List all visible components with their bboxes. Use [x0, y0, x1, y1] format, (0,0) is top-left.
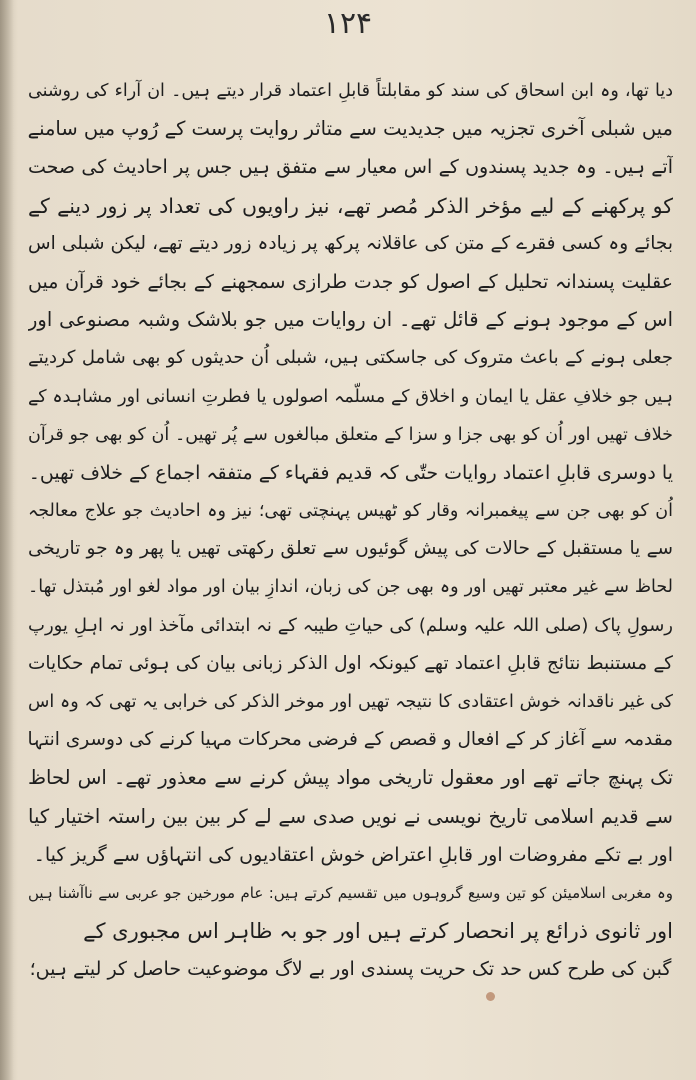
body-text [28, 72, 673, 989]
text-line: مقدمہ سے آغاز کر کے افعال و قصص کے فرضی محرکات مہیا کرنے کی دوسری انتہا [28, 729, 673, 751]
text-line: یا دوسری قابلِ اعتماد روایات حتّٰی کہ قدیم فقہاء کے متفقہ اجماع کے خلاف تھیں۔ [28, 461, 673, 484]
text-line: ہیں جو خلافِ عقل یا ایمان و اخلاق کے مسلّمہ اصولوں یا فطرتِ انسانی اور مشاہدہ کے [28, 386, 673, 407]
text-line: خلاف تھیں اور اُن کو بھی جزا و سزا کے متعلق مبالغوں سے پُر تھیں۔ اُن کو بھی جو قرآن [28, 424, 673, 445]
binding-shadow [0, 0, 14, 1080]
text-line: عقلیت پسندانہ تحلیل کے اصول کو جدت طرازی سمجھنے کے بجائے خود قرآن میں [28, 270, 673, 293]
text-line: میں شبلی آخری تجزیہ میں جدیدیت سے متاثر روایت پرست کے رُوپ میں سامنے [28, 117, 673, 141]
text-line: اور ثانوی ذرائع پر انحصار کرتے ہیں اور جو بہ ظاہر اس مجبوری کے [83, 919, 673, 944]
text-line: آتے ہیں۔ وہ جدید پسندوں کے اس معیار سے متفق ہیں جس پر احادیث کی صحت [28, 156, 673, 179]
text-line: وہ مغربی اسلامیئن کو تین وسیع گروہوں میں تقسیم کرتے ہیں: عام مورخین جو عربی سے ناآشنا ہیں [28, 883, 673, 902]
text-line: کو پرکھنے کے لیے مؤخر الذکر مُصر تھے، نیز راویوں کی تعداد پر زور دینے کے [28, 193, 673, 218]
text-line: اور بے تکے مفروضات اور قابلِ اعتراض خوش اعتقادیوں کی انتہاؤں سے گریز کیا۔ [33, 843, 673, 866]
text-line: رسولِ پاک (صلی اللہ علیہ وسلم) کی حیاتِ طیبہ کے نہ ابتدائی مآخذ اور نہ اہلِ یورپ [28, 614, 673, 636]
text-line: دیا تھا، وہ ابن اسحاق کی سند کو مقابلتاً قابلِ اعتماد قرار دیتے ہیں۔ ان آراء کی روشنی [28, 81, 673, 101]
text-line: گبن کی طرح کس حد تک حریت پسندی اور بے لاگ موضوعیت حاصل کر لیتے ہیں؛ [29, 958, 672, 981]
text-line: تک پہنچ جاتے تھے اور معقول تاریخی مواد پیش کرنے سے معذور تھے۔ اس لحاظ [28, 766, 673, 790]
text-line: لحاظ سے غیر معتبر تھیں اور وہ بھی جن کی زبان، اندازِ بیان اور مواد لغو اور مُبتذل تھا۔ [28, 577, 673, 598]
text-line: کی غیر ناقدانہ خوش اعتقادی کا نتیجہ تھیں اور موخر الذکر کی خرابی یہ تھی کہ وہ اس [28, 692, 673, 712]
text-line: سے یا مستقبل کے حالات کی پیش گوئیوں سے تعلق رکھتی تھیں یا پھر وہ جو تاریخی [28, 538, 673, 560]
text-line: اس کے موجود ہونے کے قائل تھے۔ ان روایات میں جو بلاشک وشبہ مصنوعی اور [28, 308, 673, 332]
page-number: ۱۲۴ [323, 6, 373, 41]
text-line: بجائے وہ کسی فقرے کے متن کی عاقلانہ پرکھ پر زیادہ زور دیتے تھے، لیکن شبلی اس [28, 232, 673, 254]
text-line: سے قدیم اسلامی تاریخ نویسی نے نویں صدی سے لے کر بین بین راستہ اختیار کیا [28, 804, 673, 828]
ink-smudge [486, 992, 495, 1001]
text-line: جعلی ہونے کے باعث متروک کی جاسکتی ہیں، شبلی اُن حدیثوں کو بھی شامل کردیتے [28, 347, 673, 369]
text-line: اُن کو بھی جن سے پیغمبرانہ وقار کو ٹھیس پہنچتی تھی؛ نیز وہ احادیث جو علاج معالجہ [28, 501, 673, 522]
text-line: کے مستنبط نتائج قابلِ اعتماد تھے کیونکہ اول الذکر زبانی بیان کی ہوئی تمام حکایات [28, 652, 673, 674]
